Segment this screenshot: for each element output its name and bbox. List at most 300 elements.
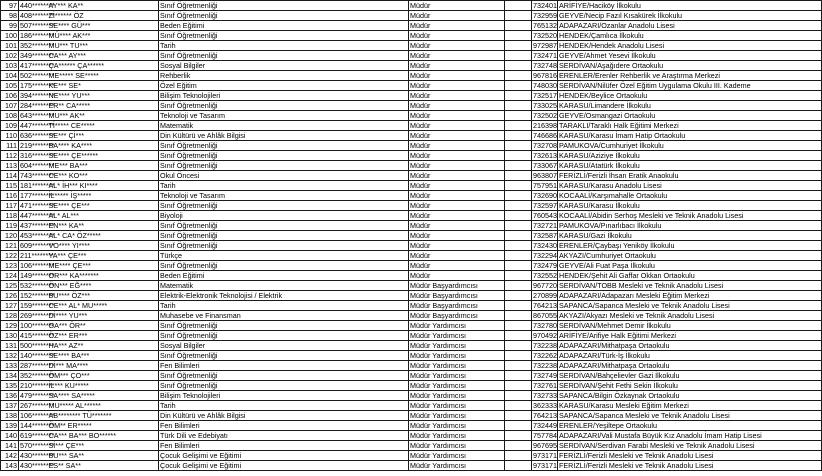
name-cell: AY*** KA**: [49, 1, 159, 11]
title-cell: Müdür: [409, 271, 505, 281]
branch-cell: Matematik: [159, 281, 409, 291]
institution-code-cell: 362333: [533, 401, 557, 410]
row-number-cell: 131: [1, 341, 19, 351]
id-number-cell: 269********: [20, 311, 55, 320]
title-cell: Müdür Yardımcısı: [409, 381, 505, 391]
id-number-cell: 502********: [20, 71, 55, 80]
school-cell: SERDİVAN/Aşağıdere Ortaokulu: [558, 61, 822, 71]
id-number-cell: 177********: [20, 191, 55, 200]
branch-cell: Beden Eğitimi: [159, 21, 409, 31]
title-cell: Müdür: [409, 31, 505, 41]
branch-cell: Türk Dili ve Edebiyatı: [159, 431, 409, 441]
branch-cell: Sınıf Öğretmenliği: [159, 151, 409, 161]
name-cell: Sİ*** ÇE***: [49, 441, 159, 451]
name-cell: Tİ***** CE*****: [49, 121, 159, 131]
table-row: [1, 381, 822, 391]
name-cell: ÖM*** ÇO***: [49, 371, 159, 381]
empty-cell: [505, 441, 532, 451]
name-cell: AL* CA* ÖZ*****: [49, 231, 159, 241]
empty-cell: [505, 181, 532, 191]
branch-cell: Sınıf Öğretmenliği: [159, 231, 409, 241]
title-cell: Müdür Başyardımcısı: [409, 301, 505, 311]
name-cell: BA**** KA****: [49, 141, 159, 151]
title-cell: Müdür: [409, 1, 505, 11]
id-number-cell: 186********: [20, 31, 55, 40]
school-cell: ADAPAZARI/Vali Mustafa Büyük Kız Anadolu İmam Hatip Lisesi: [558, 431, 822, 441]
table-row: [1, 221, 822, 231]
branch-cell: Din Kültürü ve Ahlâk Bilgisi: [159, 411, 409, 421]
table-row: [1, 261, 822, 271]
table-row: [1, 41, 822, 51]
id-number-cell: 287********: [20, 361, 55, 370]
table-row: [1, 161, 822, 171]
institution-code-cell: 757951: [533, 181, 557, 190]
title-cell: Müdür: [409, 91, 505, 101]
school-cell: ADAPAZARI/Türk-İş İlkokulu: [558, 351, 822, 361]
title-cell: Müdür: [409, 71, 505, 81]
name-cell: ÖM** ER*****: [49, 421, 159, 431]
school-cell: KARASU/Aziziye İlkokulu: [558, 151, 822, 161]
id-number-cell: 437********: [20, 221, 55, 230]
name-cell: ER** CA*****: [49, 101, 159, 111]
name-cell: MU***** AL******: [49, 401, 159, 411]
title-cell: Müdür: [409, 261, 505, 271]
id-number-cell: 453********: [20, 231, 55, 240]
name-cell: VO**** YI****: [49, 241, 159, 251]
empty-cell: [505, 461, 532, 471]
name-cell: İL*** KU*****: [49, 381, 159, 391]
name-cell: ME*** BA***: [49, 161, 159, 171]
row-number-cell: 135: [1, 381, 19, 391]
table-row: [1, 441, 822, 451]
table-row: [1, 371, 822, 381]
row-number-cell: 126: [1, 291, 19, 301]
school-cell: GEYVE/Osmangazi Ortaokulu: [558, 111, 822, 121]
id-number-cell: 643********: [20, 111, 55, 120]
empty-cell: [505, 251, 532, 261]
row-number-cell: 125: [1, 281, 19, 291]
id-number-cell: 106********: [20, 411, 55, 420]
empty-cell: [505, 311, 532, 321]
institution-code-cell: 732430: [533, 241, 557, 250]
title-cell: Müdür: [409, 241, 505, 251]
id-number-cell: 316********: [20, 151, 55, 160]
title-cell: Müdür: [409, 81, 505, 91]
empty-cell: [505, 211, 532, 221]
school-cell: HENDEK/Şehit Ali Gaffar Okkan Ortaokulu: [558, 271, 822, 281]
table-row: [1, 241, 822, 251]
title-cell: Müdür Yardımcısı: [409, 401, 505, 411]
institution-code-cell: 764213: [533, 301, 557, 310]
row-number-cell: 143: [1, 461, 19, 471]
id-number-cell: 352********: [20, 41, 55, 50]
name-cell: CE*** KO***: [49, 171, 159, 181]
empty-cell: [505, 191, 532, 201]
row-number-cell: 134: [1, 371, 19, 381]
name-cell: AL* AL***: [49, 211, 159, 221]
table-row: [1, 271, 822, 281]
row-number-cell: 108: [1, 111, 19, 121]
title-cell: Müdür: [409, 101, 505, 111]
branch-cell: Sınıf Öğretmenliği: [159, 381, 409, 391]
title-cell: Müdür Yardımcısı: [409, 461, 505, 471]
school-cell: ADAPAZARI/Adapazarı Mesleki Eğitim Merkezi: [558, 291, 822, 301]
table-row: [1, 101, 822, 111]
title-cell: Müdür: [409, 211, 505, 221]
table-row: [1, 391, 822, 401]
table-row: [1, 281, 822, 291]
row-number-cell: 142: [1, 451, 19, 461]
name-cell: İL***** İŞ*****: [49, 191, 159, 201]
id-number-cell: 152********: [20, 291, 55, 300]
table-row: [1, 91, 822, 101]
id-number-cell: 181********: [20, 181, 55, 190]
empty-cell: [505, 411, 532, 421]
institution-code-cell: 732749: [533, 371, 557, 380]
branch-cell: Fen Bilimleri: [159, 361, 409, 371]
id-number-cell: 430********: [20, 451, 55, 460]
school-cell: SERDİVAN/Bahçelievler Gazi İlkokulu: [558, 371, 822, 381]
row-number-cell: 136: [1, 391, 19, 401]
title-cell: Müdür: [409, 11, 505, 21]
title-cell: Müdür: [409, 141, 505, 151]
table-row: [1, 31, 822, 41]
title-cell: Müdür: [409, 61, 505, 71]
institution-code-cell: 733025: [533, 101, 557, 110]
id-number-cell: 159********: [20, 301, 55, 310]
institution-code-cell: 732959: [533, 11, 557, 20]
empty-cell: [505, 431, 532, 441]
empty-cell: [505, 261, 532, 271]
school-cell: GEYVE/Ali Fuat Paşa İlkokulu: [558, 261, 822, 271]
id-number-cell: 219********: [20, 141, 55, 150]
empty-cell: [505, 331, 532, 341]
school-cell: SAPANCA/Sapanca Mesleki ve Teknik Anadolu Lisesi: [558, 411, 822, 421]
table-row: [1, 461, 822, 471]
table-row: [1, 171, 822, 181]
table-row: [1, 151, 822, 161]
school-cell: SAPANCA/Bilgin Özkaynak Ortaokulu: [558, 391, 822, 401]
row-number-cell: 117: [1, 201, 19, 211]
name-cell: EN*** KA**: [49, 221, 159, 231]
row-number-cell: 121: [1, 241, 19, 251]
empty-cell: [505, 41, 532, 51]
branch-cell: Sınıf Öğretmenliği: [159, 31, 409, 41]
id-number-cell: 140********: [20, 351, 55, 360]
institution-code-cell: 732238: [533, 361, 557, 370]
institution-code-cell: 732690: [533, 191, 557, 200]
branch-cell: Sınıf Öğretmenliği: [159, 351, 409, 361]
name-cell: ME***** SE*****: [49, 71, 159, 81]
title-cell: Müdür Başyardımcısı: [409, 311, 505, 321]
branch-cell: Çocuk Gelişimi ve Eğitimi: [159, 451, 409, 461]
institution-code-cell: 732471: [533, 51, 557, 60]
table-row: [1, 121, 822, 131]
branch-cell: Özel Eğitim: [159, 81, 409, 91]
table-row: [1, 451, 822, 461]
table-row: [1, 201, 822, 211]
empty-cell: [505, 61, 532, 71]
branch-cell: Teknoloji ve Tasarım: [159, 111, 409, 121]
branch-cell: Çocuk Gelişimi ve Eğitimi: [159, 461, 409, 471]
school-cell: FERİZLİ/Ferizli Mesleki ve Teknik Anadolu Lisesi: [558, 451, 822, 461]
empty-cell: [505, 361, 532, 371]
row-number-cell: 115: [1, 181, 19, 191]
branch-cell: Sosyal Bilgiler: [159, 61, 409, 71]
row-number-cell: 111: [1, 141, 19, 151]
id-number-cell: 440********: [20, 1, 55, 10]
row-number-cell: 100: [1, 31, 19, 41]
branch-cell: Sınıf Öğretmenliği: [159, 161, 409, 171]
row-number-cell: 123: [1, 261, 19, 271]
name-cell: SE**** ÇE***: [49, 201, 159, 211]
row-number-cell: 107: [1, 101, 19, 111]
empty-cell: [505, 131, 532, 141]
empty-cell: [505, 221, 532, 231]
empty-cell: [505, 421, 532, 431]
table-row: [1, 421, 822, 431]
institution-code-cell: 732761: [533, 381, 557, 390]
title-cell: Müdür Başyardımcısı: [409, 281, 505, 291]
institution-code-cell: 765132: [533, 21, 557, 30]
institution-code-cell: 732238: [533, 341, 557, 350]
school-cell: ARİFİYE/Haciköy İlkokulu: [558, 1, 822, 11]
institution-code-cell: 972987: [533, 41, 557, 50]
title-cell: Müdür: [409, 251, 505, 261]
name-cell: SE*** Çİ***: [49, 131, 159, 141]
branch-cell: Sınıf Öğretmenliği: [159, 1, 409, 11]
empty-cell: [505, 381, 532, 391]
row-number-cell: 128: [1, 311, 19, 321]
branch-cell: Tarih: [159, 301, 409, 311]
title-cell: Müdür: [409, 151, 505, 161]
institution-code-cell: 733067: [533, 161, 557, 170]
title-cell: Müdür Yardımcısı: [409, 351, 505, 361]
school-cell: KARASU/Karasu Mesleki Eğitim Merkezi: [558, 401, 822, 411]
school-cell: GEYVE/Necip Fazıl Kısakürek İlkokulu: [558, 11, 822, 21]
table-row: [1, 191, 822, 201]
school-cell: KOCAALİ/Abidin Serhoş Mesleki ve Teknik Anadolu Lisesi: [558, 211, 822, 221]
school-cell: AKYAZI/Akyazı Mesleki ve Teknik Anadolu Lisesi: [558, 311, 822, 321]
id-number-cell: 149********: [20, 271, 55, 280]
id-number-cell: 479********: [20, 391, 55, 400]
branch-cell: Rehberlik: [159, 71, 409, 81]
title-cell: Müdür: [409, 111, 505, 121]
institution-code-cell: 757784: [533, 431, 557, 440]
table-row: [1, 301, 822, 311]
empty-cell: [505, 121, 532, 131]
empty-cell: [505, 351, 532, 361]
id-number-cell: 570********: [20, 441, 55, 450]
empty-cell: [505, 31, 532, 41]
empty-cell: [505, 1, 532, 11]
title-cell: Müdür: [409, 41, 505, 51]
title-cell: Müdür Yardımcısı: [409, 431, 505, 441]
empty-cell: [505, 171, 532, 181]
institution-code-cell: 732401: [533, 1, 557, 10]
name-cell: CA*** BA*** BO******: [49, 431, 159, 441]
table-row: [1, 411, 822, 421]
id-number-cell: 609********: [20, 241, 55, 250]
branch-cell: Beden Eğitimi: [159, 271, 409, 281]
id-number-cell: 408********: [20, 11, 55, 20]
school-cell: SERDİVAN/Serdivan Farabi Mesleki ve Teknik Anadolu Lisesi: [558, 441, 822, 451]
school-cell: TARAKLI/Taraklı Halk Eğitimi Merkezi: [558, 121, 822, 131]
school-cell: ADAPAZARI/Mithatpaşa Ortaokulu: [558, 341, 822, 351]
school-cell: SERDİVAN/Nilüfer Özel Eğitim Uygulama Okulu III. Kademe: [558, 81, 822, 91]
id-number-cell: 144********: [20, 421, 55, 430]
school-cell: ADAPAZARI/Mithatpaşa Ortaokulu: [558, 361, 822, 371]
title-cell: Müdür: [409, 171, 505, 181]
empty-cell: [505, 301, 532, 311]
row-number-cell: 101: [1, 41, 19, 51]
institution-code-cell: 732294: [533, 251, 557, 260]
name-cell: CA*** AY***: [49, 51, 159, 61]
name-cell: SE**** ÇE******: [49, 151, 159, 161]
name-cell: Dİ*** MA****: [49, 361, 159, 371]
branch-cell: Sınıf Öğretmenliği: [159, 11, 409, 21]
table-row: [1, 311, 822, 321]
table-row: [1, 51, 822, 61]
institution-code-cell: 732520: [533, 31, 557, 40]
school-cell: FERİZLİ/Ferizli Mesleki ve Teknik Anadolu Lisesi: [558, 461, 822, 471]
school-cell: ADAPAZARI/Ozanlar Anadolu Lisesi: [558, 21, 822, 31]
table-row: [1, 341, 822, 351]
name-cell: NE**** YU***: [49, 91, 159, 101]
empty-cell: [505, 101, 532, 111]
id-number-cell: 175********: [20, 81, 55, 90]
empty-cell: [505, 111, 532, 121]
institution-code-cell: 732262: [533, 351, 557, 360]
title-cell: Müdür Yardımcısı: [409, 421, 505, 431]
branch-cell: Din Kültürü ve Ahlâk Bilgisi: [159, 131, 409, 141]
row-number-cell: 97: [1, 1, 19, 11]
name-cell: MU*** TU***: [49, 41, 159, 51]
institution-code-cell: 732449: [533, 421, 557, 430]
school-cell: ARİFİYE/Arifiye Halk Eğitimi Merkezi: [558, 331, 822, 341]
id-number-cell: 507********: [20, 21, 55, 30]
row-number-cell: 114: [1, 171, 19, 181]
institution-code-cell: 732721: [533, 221, 557, 230]
school-cell: ERENLER/Çaybaşı Yeniköy İlkokulu: [558, 241, 822, 251]
branch-cell: Sınıf Öğretmenliği: [159, 331, 409, 341]
row-number-cell: 106: [1, 91, 19, 101]
empty-cell: [505, 341, 532, 351]
institution-code-cell: 732733: [533, 391, 557, 400]
institution-code-cell: 732708: [533, 141, 557, 150]
row-number-cell: 139: [1, 421, 19, 431]
branch-cell: Matematik: [159, 121, 409, 131]
table-row: [1, 181, 822, 191]
id-number-cell: 210********: [20, 381, 55, 390]
title-cell: Müdür: [409, 121, 505, 131]
branch-cell: Fen Bilimleri: [159, 421, 409, 431]
table-row: [1, 11, 822, 21]
name-cell: YA*** ÇE***: [49, 251, 159, 261]
table-row: [1, 21, 822, 31]
title-cell: Müdür Yardımcısı: [409, 341, 505, 351]
row-number-cell: 138: [1, 411, 19, 421]
institution-code-cell: 732748: [533, 61, 557, 70]
branch-cell: Sosyal Bilgiler: [159, 341, 409, 351]
id-number-cell: 394********: [20, 91, 55, 100]
id-number-cell: 106********: [20, 261, 55, 270]
school-cell: AKYAZI/Cumhuriyet Ortaokulu: [558, 251, 822, 261]
institution-code-cell: 963807: [533, 171, 557, 180]
empty-cell: [505, 231, 532, 241]
name-cell: KE*** SE*: [49, 81, 159, 91]
institution-code-cell: 732552: [533, 271, 557, 280]
row-number-cell: 122: [1, 251, 19, 261]
table-row: [1, 351, 822, 361]
id-number-cell: 532********: [20, 281, 55, 290]
school-cell: GEYVE/Ahmet Yesevi İlkokulu: [558, 51, 822, 61]
school-cell: KOCAALİ/Karşımahalle Ortaokulu: [558, 191, 822, 201]
branch-cell: Sınıf Öğretmenliği: [159, 201, 409, 211]
branch-cell: Sınıf Öğretmenliği: [159, 371, 409, 381]
table-row: [1, 61, 822, 71]
name-cell: BU**** ÖZ***: [49, 291, 159, 301]
row-number-cell: 120: [1, 231, 19, 241]
name-cell: BU*** SA**: [49, 451, 159, 461]
id-number-cell: 636********: [20, 131, 55, 140]
id-number-cell: 447********: [20, 211, 55, 220]
branch-cell: Sınıf Öğretmenliği: [159, 241, 409, 251]
table-row: [1, 321, 822, 331]
institution-code-cell: 973171: [533, 451, 557, 460]
branch-cell: Sınıf Öğretmenliği: [159, 51, 409, 61]
branch-cell: Muhasebe ve Finansman: [159, 311, 409, 321]
title-cell: Müdür: [409, 131, 505, 141]
row-number-cell: 99: [1, 21, 19, 31]
branch-cell: Tarih: [159, 401, 409, 411]
row-number-cell: 103: [1, 61, 19, 71]
table-row: [1, 431, 822, 441]
name-cell: Dİ**** YU***: [49, 311, 159, 321]
table-row: [1, 401, 822, 411]
empty-cell: [505, 271, 532, 281]
table-row: [1, 141, 822, 151]
empty-cell: [505, 161, 532, 171]
title-cell: Müdür Yardımcısı: [409, 391, 505, 401]
institution-code-cell: 973171: [533, 461, 557, 470]
row-number-cell: 98: [1, 11, 19, 21]
branch-cell: Sınıf Öğretmenliği: [159, 141, 409, 151]
table-row: [1, 131, 822, 141]
empty-cell: [505, 201, 532, 211]
institution-code-cell: 764213: [533, 411, 557, 420]
name-cell: SE**** BA***: [49, 351, 159, 361]
name-cell: AB******** TÜ*******: [49, 411, 159, 421]
empty-cell: [505, 81, 532, 91]
institution-code-cell: 732502: [533, 111, 557, 120]
row-number-cell: 130: [1, 331, 19, 341]
id-number-cell: 743********: [20, 171, 55, 180]
row-number-cell: 137: [1, 401, 19, 411]
name-cell: AL* İH*** KI****: [49, 181, 159, 191]
branch-cell: Okul Öncesi: [159, 171, 409, 181]
school-cell: KARASU/Gazi İlkokulu: [558, 231, 822, 241]
institution-code-cell: 760543: [533, 211, 557, 220]
empty-cell: [505, 11, 532, 21]
table-row: [1, 71, 822, 81]
school-cell: KARASU/Atatürk İlkokulu: [558, 161, 822, 171]
school-cell: FERİZLİ/Ferizli İhsan Eratik Anaokulu: [558, 171, 822, 181]
school-cell: SERDİVAN/TOBB Mesleki ve Teknik Anadolu Lisesi: [558, 281, 822, 291]
title-cell: Müdür Yardımcısı: [409, 451, 505, 461]
empty-cell: [505, 151, 532, 161]
row-number-cell: 132: [1, 351, 19, 361]
